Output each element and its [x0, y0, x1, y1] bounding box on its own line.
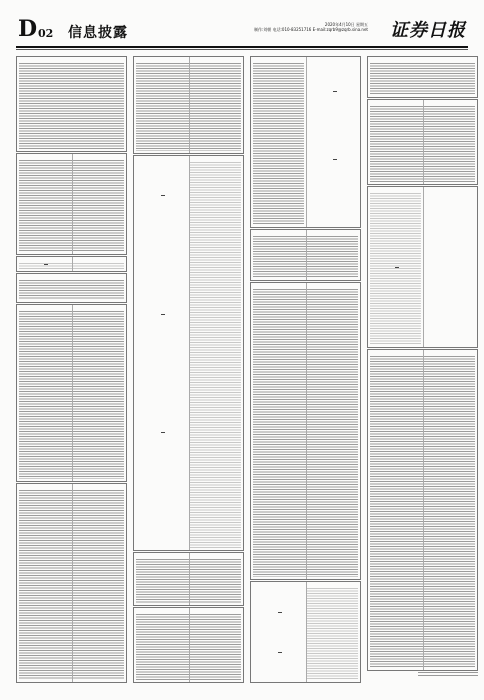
announcement-block	[133, 155, 244, 551]
header-rule-thin	[16, 49, 468, 50]
page-content	[16, 56, 468, 682]
announcement-block	[16, 483, 127, 683]
announcement-block	[16, 304, 127, 482]
header-rule	[16, 46, 468, 48]
announcement-block	[250, 229, 361, 281]
page-footnote	[418, 670, 478, 680]
announcement-block	[133, 552, 244, 606]
announcement-block	[16, 153, 127, 255]
section-letter: D	[18, 16, 38, 42]
announcement-block	[367, 186, 478, 348]
announcement-block	[16, 256, 127, 272]
announcement-block	[367, 349, 478, 671]
announcement-block	[367, 99, 478, 185]
column-2	[133, 56, 244, 682]
issue-meta	[254, 22, 368, 32]
announcement-block	[250, 581, 361, 683]
issue-date: 2020年4月10日 星期五	[324, 22, 368, 27]
column-4	[367, 56, 478, 682]
announcement-block	[133, 56, 244, 154]
announcement-block	[367, 56, 478, 98]
announcement-block	[16, 56, 127, 152]
newspaper-logo: 证券日报	[390, 20, 466, 41]
announcement-block	[16, 273, 127, 303]
section-title: 信息披露	[68, 25, 128, 41]
announcement-block	[250, 282, 361, 580]
page-header	[16, 16, 468, 46]
announcement-block	[250, 56, 361, 228]
issue-contact: 制作:刘朝 电话:010-83251716 E-mail:zqrb9@zqrb.sina.net	[253, 27, 368, 32]
announcement-block	[133, 607, 244, 683]
column-3	[250, 56, 361, 682]
section-number: 02	[38, 27, 54, 40]
column-1	[16, 56, 127, 682]
